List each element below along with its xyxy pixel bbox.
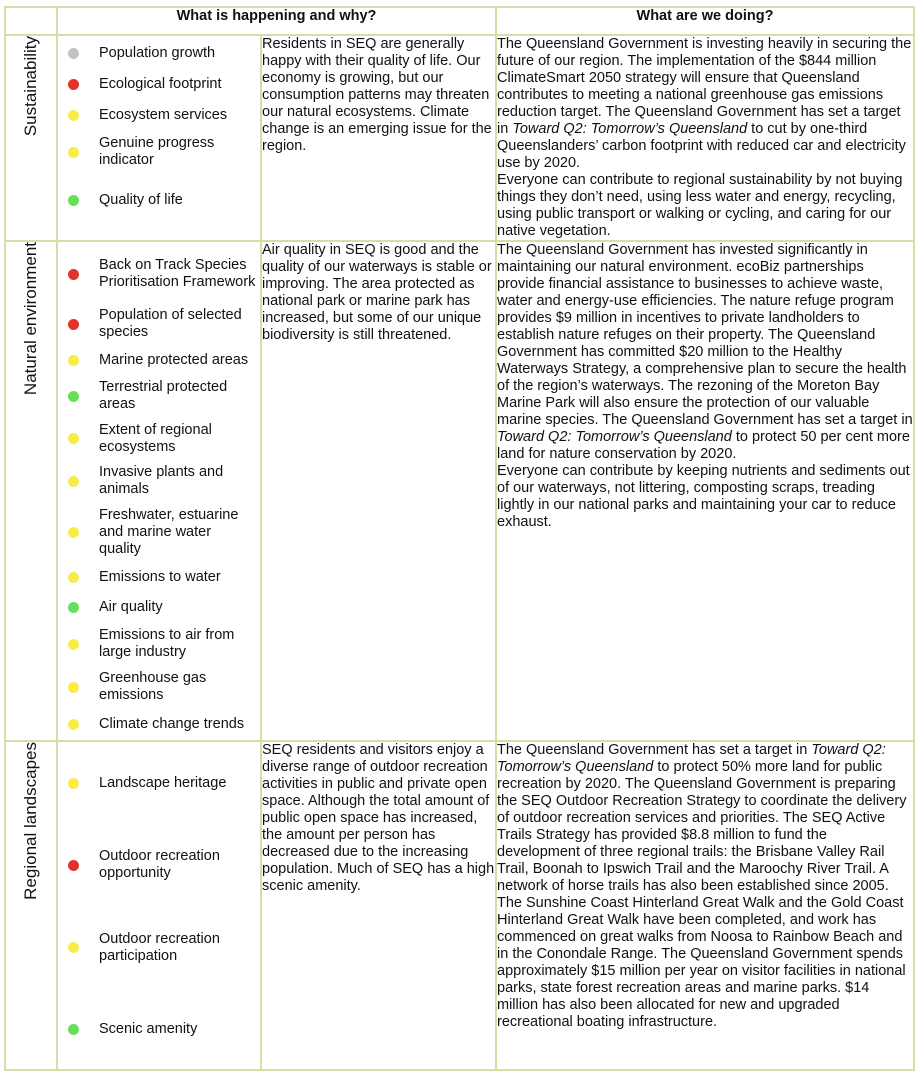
indicator-item — [58, 709, 260, 739]
indicator-label: Invasive plants and animals — [99, 464, 224, 497]
status-dot — [68, 572, 79, 583]
doing-text-end: to protect 50% more land for public recreation by 2020. The Queensland Government is preparing the SEQ Outdoor Recreation Strategy to coordinate the delivery of outdoor recreation services and priorities. The SEQ Active Trails Strategy has provided $8.8 million to fund the development of three regional trails: the Brisbane Valley Rail Trail, Boonah to Ipswich Trail and the Maroochy River Trail. A network of horse trails has also been established since 2005. The Sunshine Coast Hinterland Great Walk and the Gold Coast Hinterland Great Walk have been completed, and work has commenced on great walks from Noosa to Rainbow Beach and in the Conondale Range. The Queensland Government spends approximately $15 million per year on visitor facilities in national parks, state forest recreation areas and marine parks. $14 million has also been allocated for new and upgraded recreational boating infrastructure. — [497, 759, 907, 1030]
doing-paragraph-contribute: Everyone can contribute to regional sustainability by not buying things they don’t need, using less water and energy, recycling, using public transport or walking or cycling, and caring for our native vegetation. — [497, 172, 903, 239]
indicator-label: Emissions to water — [99, 568, 221, 585]
why-text: SEQ residents and visitors enjoy a diverse range of outdoor recreation activities in public and private open space. Although the total amount of public open space has increased, the amount per person has decreased due to the increasing population. Much of SEQ has a high scenic amenity. — [262, 742, 495, 894]
status-dot — [68, 433, 79, 444]
indicator-item — [58, 623, 260, 665]
why-text: Air quality in SEQ is good and the quality of our waterways is stable or improving. The area protected as national park or marine park has increased, but some of our unique biodiversity is still threatened. — [262, 242, 492, 343]
status-dot — [68, 147, 79, 158]
indicator-label: Back on Track Species Prioritisation Framework — [99, 257, 256, 290]
indicator-item — [58, 245, 260, 303]
indicator-item — [58, 502, 260, 562]
status-dot — [68, 195, 79, 206]
section-label-cell — [5, 241, 57, 741]
why-cell — [261, 241, 496, 741]
section-label-cell — [5, 35, 57, 241]
section-label: Natural environment — [21, 242, 40, 396]
indicator-label: Ecosystem services — [99, 107, 228, 123]
indicator-label: Outdoor recreation opportunity — [99, 848, 220, 881]
doing-text: The Queensland Government is investing heavily in securing the future of our region. The implementation of the $844 million ClimateSmart 2050 strategy will ensure that Queensland contributes to meeting a national greenhouse gas emissions reduction target. The Queensland Government has set a target in — [497, 36, 912, 137]
column-header-doing: What are we doing? — [496, 7, 914, 35]
status-dot — [68, 269, 79, 280]
indicator-label: Genuine progress indicator — [99, 135, 215, 168]
indicator-label: Marine protected areas — [99, 351, 249, 368]
indicator-label: Freshwater, estuarine and marine water quality — [99, 506, 239, 557]
indicators-cell — [57, 241, 261, 741]
indicator-item — [58, 38, 260, 69]
indicator-list — [58, 36, 260, 227]
indicator-list — [58, 242, 260, 739]
status-dot — [68, 602, 79, 613]
status-dot — [68, 319, 79, 330]
column-header-why: What is happening and why? — [57, 7, 496, 35]
why-cell — [261, 741, 496, 1070]
indicator-label: Greenhouse gas emissions — [99, 670, 207, 703]
status-dot — [68, 48, 79, 59]
indicator-label: Ecological footprint — [99, 76, 222, 92]
status-dot — [68, 719, 79, 730]
status-dot — [68, 778, 79, 789]
section-row-sustainability — [5, 35, 914, 241]
indicator-label: Emissions to air from large industry — [99, 627, 235, 660]
doing-paragraph — [497, 36, 913, 172]
section-row-regional-landscapes — [5, 741, 914, 1070]
indicator-label: Climate change trends — [99, 715, 245, 732]
indicator-item — [58, 417, 260, 460]
indicator-item — [58, 131, 260, 173]
indicator-item — [58, 989, 260, 1069]
doing-cell — [496, 35, 914, 241]
indicator-label: Population growth — [99, 45, 216, 61]
doing-text-end: to protect 50 per cent more land for nature conservation by 2020. — [497, 429, 910, 462]
status-dot — [68, 860, 79, 871]
indicator-item — [58, 69, 260, 100]
why-cell — [261, 35, 496, 241]
doing-cell — [496, 741, 914, 1070]
section-row-natural-environment — [5, 241, 914, 741]
section-label-cell — [5, 741, 57, 1070]
status-dot — [68, 355, 79, 366]
indicator-item — [58, 824, 260, 906]
indicators-cell — [57, 741, 261, 1070]
indicator-item — [58, 345, 260, 375]
doing-paragraph — [497, 742, 913, 1031]
header-row — [5, 7, 914, 35]
indicator-item — [58, 562, 260, 592]
indicator-label: Landscape heritage — [99, 774, 227, 791]
indicator-item — [58, 460, 260, 502]
doc-title-italic: Toward Q2: Tomorrow’s Queensland — [497, 742, 886, 775]
indicator-item — [58, 742, 260, 824]
status-dot — [68, 391, 79, 402]
status-dot — [68, 527, 79, 538]
section-label: Regional landscapes — [21, 742, 40, 900]
indicator-item — [58, 665, 260, 709]
doing-paragraph — [497, 242, 913, 463]
indicator-item — [58, 906, 260, 989]
indicator-item — [58, 303, 260, 345]
indicator-item — [58, 592, 260, 623]
status-dot — [68, 110, 79, 121]
status-dot — [68, 476, 79, 487]
why-text: Residents in SEQ are generally happy with their quality of life. Our economy is growing, but our consumption patterns may threaten our natural ecosystems. Climate change is an emerging issue for the region. — [262, 36, 492, 154]
doing-text: The Queensland Government has set a target in — [497, 742, 812, 758]
status-dot — [68, 682, 79, 693]
status-dot — [68, 79, 79, 90]
section-label: Sustainability — [21, 36, 40, 137]
indicator-label: Air quality — [99, 599, 163, 615]
header-corner — [5, 7, 57, 35]
indicator-label: Quality of life — [99, 191, 183, 208]
indicator-label: Terrestrial protected areas — [99, 379, 228, 412]
doing-text: The Queensland Government has invested significantly in maintaining our natural environment. ecoBiz partnerships provide financial assistance to businesses to achieve waste, water and energy-use efficiencies. The nature refuge program provides $9 million in incentives to private landholders to establish nature refuges on their property. The Queensland Government has committed $20 million to the Healthy Waterways Strategy, a comprehensive plan to secure the health of the region’s waterways. The rezoning of the Moreton Bay Marine Park will also ensure the protection of our valuable marine species. The Queensland Government has set a target in — [497, 242, 913, 428]
status-dot — [68, 942, 79, 953]
doc-title-italic: Toward Q2: Tomorrow’s Queensland — [497, 429, 732, 445]
indicator-label: Population of selected species — [99, 307, 242, 340]
indicator-list — [58, 742, 260, 1069]
indicator-label: Outdoor recreation participation — [99, 930, 220, 964]
doing-text-end: to cut by one-third Queenslanders’ carbon footprint with reduced car and electricity use by 2020. — [497, 121, 906, 171]
status-dot — [68, 1024, 79, 1035]
report-card-table — [4, 6, 915, 1071]
doing-paragraph-contribute: Everyone can contribute by keeping nutrients and sediments out of our waterways, not littering, composting scraps, treading lightly in our national parks and maintaining your car to reduce exhaust. — [497, 463, 910, 530]
indicator-label: Scenic amenity — [99, 1020, 198, 1037]
status-dot — [68, 639, 79, 650]
doc-title-italic: Toward Q2: Tomorrow’s Queensland — [512, 121, 748, 137]
indicators-cell — [57, 35, 261, 241]
indicator-item — [58, 375, 260, 417]
doing-cell — [496, 241, 914, 741]
indicator-item — [58, 100, 260, 131]
indicator-item — [58, 173, 260, 227]
indicator-label: Extent of regional ecosystems — [99, 421, 212, 455]
